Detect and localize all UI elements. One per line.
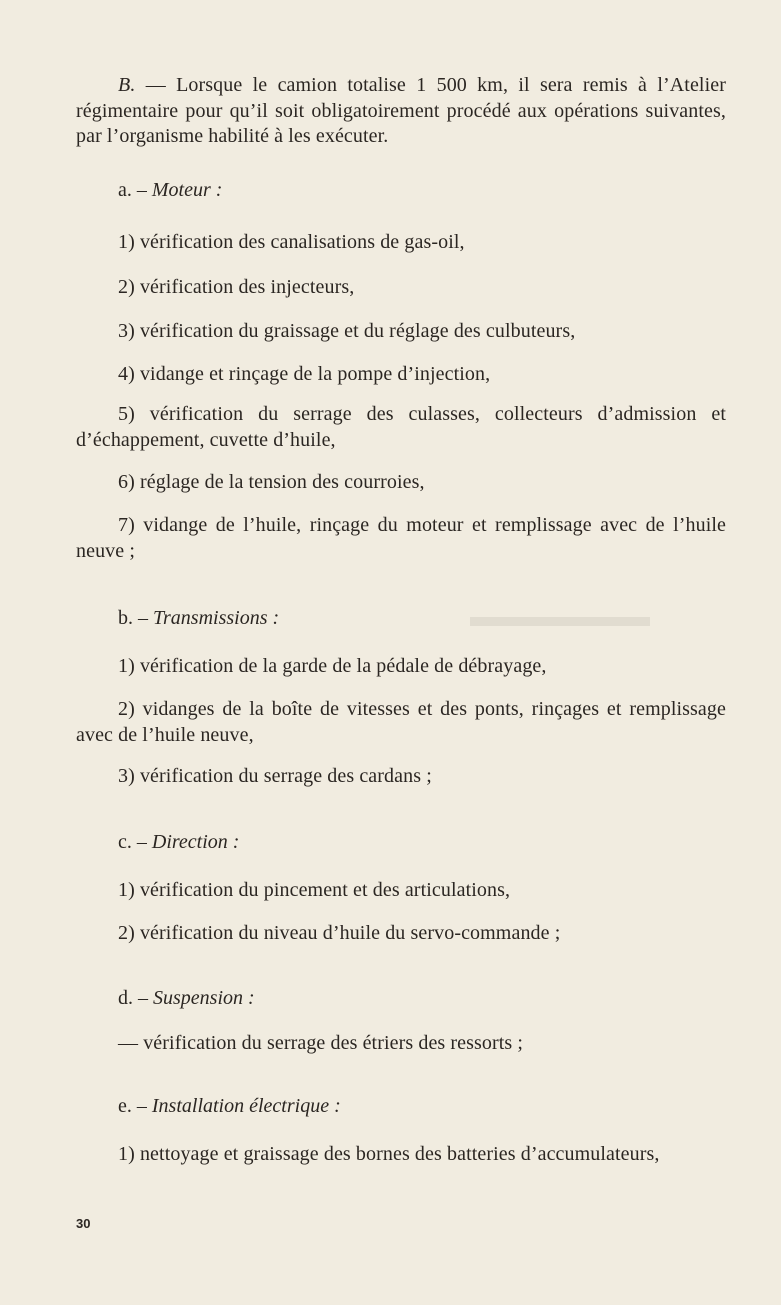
- list-item: 1) vérification du pincement et des articulations,: [118, 879, 511, 901]
- list-item: 4) vidange et rinçage de la pompe d’injection,: [118, 363, 491, 385]
- section-prefix: a. –: [118, 179, 147, 201]
- intro-text: — Lorsque le camion totalise 1 500 km, il sera remis à l’Atelier régimentaire pour qu’il soit obligatoirement procédé aux opérations suivantes, par l’organisme habilité à les exécuter.: [76, 74, 726, 147]
- list-item: 3) vérification du graissage et du réglage des culbuteurs,: [118, 320, 576, 342]
- section-heading-installation-electrique: [118, 1094, 341, 1119]
- bleed-through: ▬▬▬▬▬▬: [470, 600, 650, 633]
- list-item: 1) vérification de la garde de la pédale de débrayage,: [118, 655, 547, 677]
- list-item: 1) nettoyage et graissage des bornes des batteries d’accumulateurs,: [118, 1143, 660, 1165]
- list-item: 2) vérification des injecteurs,: [118, 276, 355, 298]
- section-title: Installation électrique :: [151, 1095, 341, 1117]
- section-title: Suspension :: [153, 987, 255, 1009]
- section-prefix: e. –: [118, 1095, 147, 1117]
- list-item: 3) vérification du serrage des cardans ;: [118, 765, 432, 787]
- intro-lead: B.: [118, 74, 136, 96]
- list-item: 2) vérification du niveau d’huile du servo-commande ;: [118, 922, 561, 944]
- list-item: 2) vidanges de la boîte de vitesses et des ponts, rinçages et remplissage avec de l’huile neuve,: [76, 698, 726, 746]
- page-number: 30: [76, 1216, 91, 1231]
- list-item: — vérification du serrage des étriers des ressorts ;: [118, 1032, 524, 1054]
- intro-paragraph: [76, 73, 726, 150]
- list-item: 7) vidange de l’huile, rinçage du moteur et remplissage avec de l’huile neuve ;: [76, 514, 726, 562]
- list-item: 5) vérification du serrage des culasses, collecteurs d’admission et d’échappement, cuvette d’huile,: [76, 403, 726, 451]
- section-heading-suspension: [118, 986, 255, 1011]
- section-prefix: b. –: [118, 607, 148, 629]
- section-title: Moteur :: [151, 179, 223, 201]
- list-item: 6) réglage de la tension des courroies,: [118, 471, 425, 493]
- section-title: Direction :: [151, 831, 240, 853]
- section-prefix: d. –: [118, 987, 148, 1009]
- section-heading-direction: [118, 830, 239, 855]
- section-heading-transmissions: [118, 606, 279, 631]
- list-item: 1) vérification des canalisations de gas-oil,: [118, 231, 465, 253]
- section-title: Transmissions :: [153, 607, 280, 629]
- section-prefix: c. –: [118, 831, 147, 853]
- section-heading-moteur: [118, 178, 222, 203]
